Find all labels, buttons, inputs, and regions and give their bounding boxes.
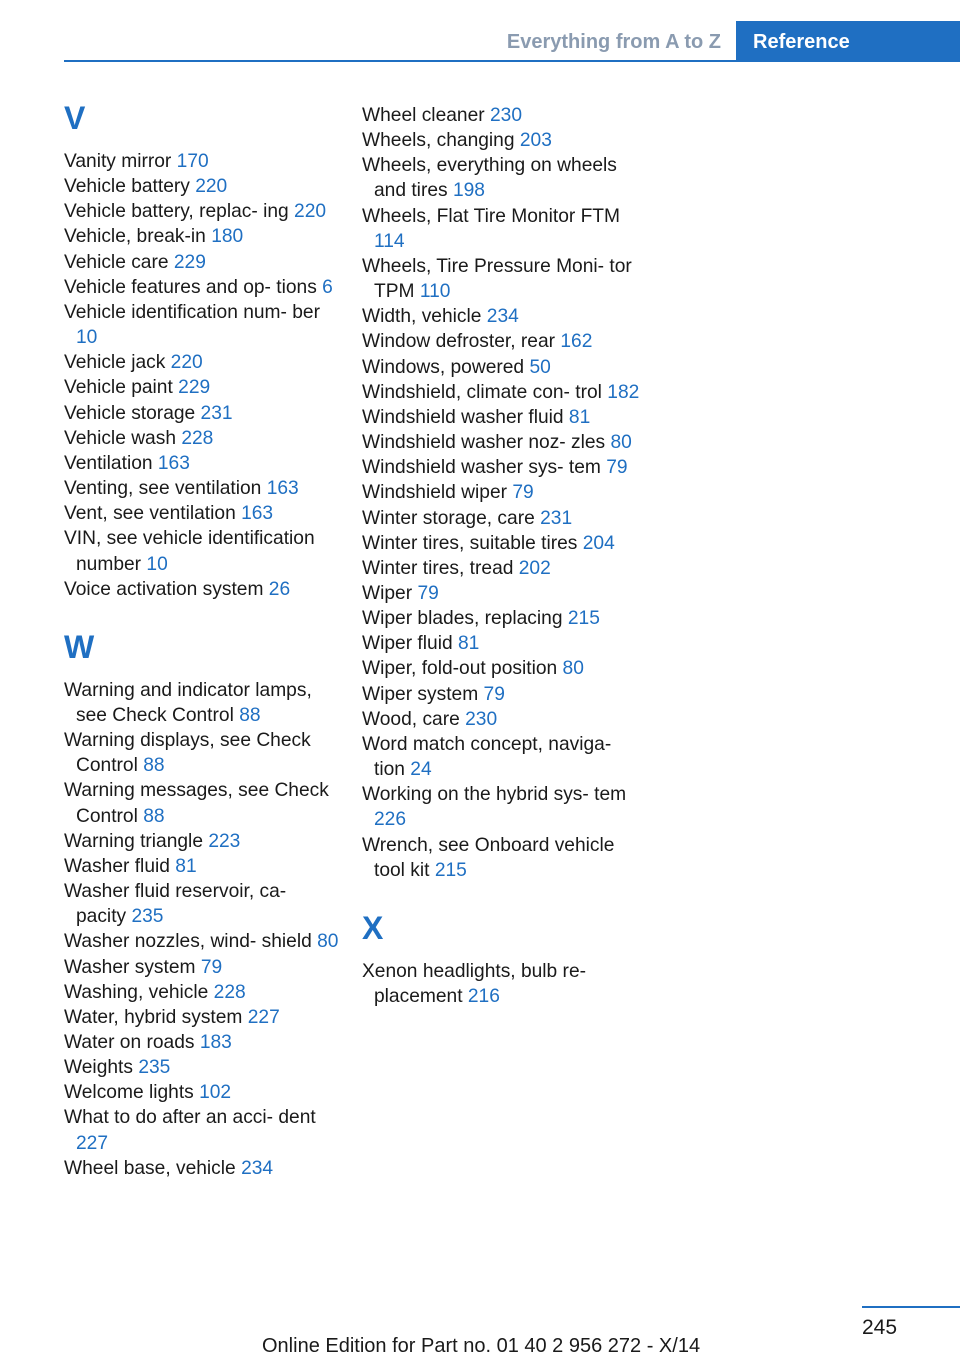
index-entry-text: Wheels, changing xyxy=(362,130,515,152)
index-entry xyxy=(362,355,642,380)
index-entry-text: Washer fluid xyxy=(64,855,170,877)
index-entry xyxy=(64,980,339,1005)
index-entry xyxy=(362,707,642,732)
page-reference-link[interactable]: 235 xyxy=(138,1057,171,1079)
index-entry-text: Windshield washer fluid xyxy=(362,406,564,428)
index-letter-heading: X xyxy=(362,909,384,946)
index-entry-text: Weights xyxy=(64,1057,133,1079)
page-reference-link[interactable]: 81 xyxy=(457,633,480,655)
index-entry-text: Wheels, Tire Pressure Moni‐ tor TPM xyxy=(362,255,632,303)
page-reference-link[interactable]: 229 xyxy=(178,377,211,399)
index-entry xyxy=(362,380,642,405)
index-entry-text: Vehicle care xyxy=(64,251,169,273)
index-entry xyxy=(64,300,339,350)
page-reference-link[interactable]: 10 xyxy=(146,553,168,575)
index-entry-text: Word match concept, naviga‐ tion xyxy=(362,733,612,781)
index-entry xyxy=(64,1156,339,1181)
index-entry-text: Working on the hybrid sys‐ tem xyxy=(362,784,627,806)
page-reference-link[interactable]: 163 xyxy=(241,503,274,525)
index-entry xyxy=(362,153,642,203)
index-entry-text: Windshield washer sys‐ tem xyxy=(362,457,601,479)
index-entry-text: Vehicle battery, replac‐ ing xyxy=(64,201,289,223)
index-column-left xyxy=(64,100,339,1181)
page-reference-link[interactable]: 88 xyxy=(239,704,261,726)
index-entry-text: Winter tires, suitable tires xyxy=(362,532,578,554)
index-entry xyxy=(64,526,339,576)
index-entry-text: Vehicle battery xyxy=(64,176,190,198)
page-reference-link[interactable]: 227 xyxy=(247,1006,280,1028)
index-entry xyxy=(64,501,339,526)
index-entry-text: Vehicle paint xyxy=(64,377,173,399)
page-reference-link[interactable]: 227 xyxy=(76,1132,109,1154)
index-entry-text: Xenon headlights, bulb re‐ placement xyxy=(362,960,587,1007)
page-reference-link[interactable]: 80 xyxy=(317,931,339,953)
index-entry-text: Windshield washer noz‐ zles xyxy=(362,432,606,454)
index-letter-heading: W xyxy=(64,628,95,665)
page-reference-link[interactable]: 202 xyxy=(518,557,551,579)
index-group xyxy=(64,628,339,1181)
index-entry-text: Vent, see ventilation xyxy=(64,503,236,525)
index-entry xyxy=(64,250,339,275)
page-reference-link[interactable]: 231 xyxy=(200,402,233,424)
page-reference-link[interactable]: 228 xyxy=(181,427,214,449)
index-entry xyxy=(64,401,339,426)
page-reference-link[interactable]: 24 xyxy=(410,759,432,781)
index-entry xyxy=(362,430,642,455)
index-entry xyxy=(362,631,642,656)
index-entry-text: Washer system xyxy=(64,956,196,978)
index-entry xyxy=(362,405,642,430)
index-entry-text: Ventilation xyxy=(64,452,153,474)
index-entry-text: Wheel base, vehicle xyxy=(64,1157,236,1179)
index-entry xyxy=(64,929,339,954)
page-reference-link[interactable]: 235 xyxy=(131,906,164,928)
page-reference-link[interactable]: 163 xyxy=(266,478,299,500)
index-entry xyxy=(64,829,339,854)
index-entry xyxy=(64,1005,339,1030)
index-entry-text: Warning and indicator lamps, see Check Control xyxy=(64,679,312,726)
index-entry xyxy=(64,275,339,300)
index-entry xyxy=(64,375,339,400)
index-entry xyxy=(64,426,339,451)
header-reference-tab[interactable]: Reference xyxy=(736,21,960,62)
index-entry xyxy=(362,204,642,254)
page-reference-link[interactable]: 220 xyxy=(294,201,327,223)
index-entry xyxy=(362,103,642,128)
index-entry-text: Wiper blades, replacing xyxy=(362,608,563,630)
index-entry xyxy=(64,199,339,224)
page-reference-link[interactable]: 88 xyxy=(143,805,165,827)
header-section-title: Everything from A to Z xyxy=(506,31,721,53)
index-entry xyxy=(362,656,642,681)
index-entry-text: Wiper system xyxy=(362,683,479,705)
page-reference-link[interactable]: 226 xyxy=(374,809,407,831)
index-entry xyxy=(64,955,339,980)
header-rule xyxy=(64,60,960,62)
page-reference-link[interactable]: 228 xyxy=(213,981,246,1003)
index-entry-text: VIN, see vehicle identification number xyxy=(64,528,315,575)
index-entry xyxy=(362,304,642,329)
index-entry-text: Welcome lights xyxy=(64,1082,194,1104)
page-reference-link[interactable]: 183 xyxy=(199,1032,232,1053)
index-entry-text: Wiper, fold-out position xyxy=(362,658,558,680)
index-entry-text: Windshield wiper xyxy=(362,482,508,504)
index-entry xyxy=(362,556,642,581)
index-entry xyxy=(64,778,339,828)
index-entry xyxy=(362,455,642,480)
page-reference-link[interactable]: 216 xyxy=(467,986,500,1007)
index-entry-text: Warning triangle xyxy=(64,830,203,852)
page-reference-link[interactable]: 79 xyxy=(512,482,534,504)
index-group xyxy=(362,103,642,883)
index-entry xyxy=(362,480,642,505)
index-entry-text: Width, vehicle xyxy=(362,306,482,328)
page-reference-link[interactable]: 234 xyxy=(486,306,519,328)
page-reference-link[interactable]: 81 xyxy=(175,855,197,877)
page-reference-link[interactable]: 79 xyxy=(417,582,439,604)
page-reference-link[interactable]: 230 xyxy=(465,708,498,730)
page-reference-link[interactable]: 80 xyxy=(562,658,584,680)
index-entry-text: Venting, see ventilation xyxy=(64,478,262,500)
page-reference-link[interactable]: 163 xyxy=(157,452,190,474)
index-entry-text: Warning messages, see Check Control xyxy=(64,780,329,827)
index-entry-text: Vehicle, break-in xyxy=(64,226,206,248)
page-reference-link[interactable]: 231 xyxy=(540,507,573,529)
page-reference-link[interactable]: 110 xyxy=(419,281,451,303)
index-entry xyxy=(64,854,339,879)
index-entry xyxy=(362,531,642,556)
index-entry-text: Wheels, Flat Tire Monitor FTM xyxy=(362,205,621,227)
page-reference-link[interactable]: 234 xyxy=(241,1157,274,1179)
index-group xyxy=(64,99,339,602)
index-entry-text: Wood, care xyxy=(362,708,460,730)
index-entry-text: Window defroster, rear xyxy=(362,331,556,353)
index-entry xyxy=(362,128,642,153)
index-entry xyxy=(64,174,339,199)
index-entry-text: Vehicle jack xyxy=(64,352,166,374)
index-entry xyxy=(64,149,339,174)
page-reference-link[interactable]: 114 xyxy=(374,230,405,252)
index-letter-heading: V xyxy=(64,100,86,136)
index-entry-text: Winter storage, care xyxy=(362,507,535,529)
footer-rule xyxy=(862,1306,960,1308)
index-entry xyxy=(64,1105,339,1155)
page-reference-link[interactable]: 79 xyxy=(483,683,505,705)
page-reference-link[interactable]: 215 xyxy=(434,859,467,881)
index-entry xyxy=(362,833,642,883)
index-entry xyxy=(64,879,339,929)
page-reference-link[interactable]: 203 xyxy=(519,130,552,152)
index-entry-text: Water on roads xyxy=(64,1032,195,1053)
index-entry xyxy=(362,682,642,707)
page-reference-link[interactable]: 220 xyxy=(195,176,228,198)
index-entry xyxy=(362,606,642,631)
index-entry xyxy=(64,224,339,249)
page-reference-link[interactable]: 223 xyxy=(208,830,241,852)
index-entry-text: Vehicle identification num‐ ber xyxy=(64,301,320,323)
page-reference-link[interactable]: 102 xyxy=(199,1082,232,1104)
index-entry-text: Washer fluid reservoir, ca‐ pacity xyxy=(64,881,287,928)
page-reference-link[interactable]: 162 xyxy=(560,331,593,353)
index-entry-text: Washer nozzles, wind‐ shield xyxy=(64,931,312,953)
index-entry xyxy=(64,1080,339,1105)
index-entry-text: Winter tires, tread xyxy=(362,557,514,579)
index-entry xyxy=(362,506,642,531)
index-entry-text: Washing, vehicle xyxy=(64,981,209,1003)
index-entry xyxy=(362,732,642,782)
index-entry-text: Warning displays, see Check Control xyxy=(64,730,311,777)
page-reference-link[interactable]: 26 xyxy=(268,578,291,600)
index-entry-text: Wheels, everything on wheels and tires xyxy=(362,155,617,202)
index-entry-text: Voice activation system xyxy=(64,578,264,600)
index-entry xyxy=(64,451,339,476)
index-entry xyxy=(362,581,642,606)
index-entry xyxy=(362,782,642,832)
page-reference-link[interactable]: 198 xyxy=(452,180,485,202)
page-reference-link[interactable]: 50 xyxy=(529,356,551,378)
edition-note: Online Edition for Part no. 01 40 2 956 272 - X/14 xyxy=(262,1335,701,1357)
index-entry-text: Wiper xyxy=(362,582,413,604)
index-entry-text: Vehicle wash xyxy=(64,427,176,449)
index-column-right xyxy=(362,103,642,1009)
index-entry-text: Vanity mirror xyxy=(64,151,172,172)
page-reference-link[interactable]: 170 xyxy=(176,151,209,172)
index-entry xyxy=(64,1030,339,1055)
page-reference-link[interactable]: 215 xyxy=(567,608,600,630)
index-entry xyxy=(362,959,642,1009)
index-entry xyxy=(362,329,642,354)
index-entry xyxy=(64,577,339,602)
index-entry-text: Water, hybrid system xyxy=(64,1006,243,1028)
index-entry-text: Wiper fluid xyxy=(362,633,453,655)
page-reference-link[interactable]: 182 xyxy=(607,381,640,403)
page-reference-link[interactable]: 220 xyxy=(170,352,203,374)
page-reference-link[interactable]: 80 xyxy=(610,432,632,454)
page-reference-link[interactable]: 180 xyxy=(211,226,244,248)
index-entry xyxy=(64,1055,339,1080)
page-reference-link[interactable]: 204 xyxy=(582,532,615,554)
page-reference-link[interactable]: 81 xyxy=(568,406,591,428)
index-entry-text: Wrench, see Onboard vehicle tool kit xyxy=(362,834,615,881)
index-entry xyxy=(64,678,339,728)
index-entry xyxy=(64,728,339,778)
index-entry xyxy=(64,476,339,501)
page-number: 245 xyxy=(862,1316,898,1339)
page-reference-link[interactable]: 79 xyxy=(606,457,628,479)
index-group xyxy=(362,909,642,1009)
page-reference-link[interactable]: 6 xyxy=(322,276,333,298)
page-reference-link[interactable]: 79 xyxy=(200,956,223,978)
index-entry-text: Windows, powered xyxy=(362,356,525,378)
page-reference-link[interactable]: 88 xyxy=(143,755,165,777)
page-reference-link[interactable]: 229 xyxy=(173,251,206,273)
index-entry-text: Vehicle storage xyxy=(64,402,196,424)
page-reference-link[interactable]: 230 xyxy=(490,105,523,126)
index-entry-text: What to do after an acci‐ dent xyxy=(64,1107,316,1129)
index-entry-text: Vehicle features and op‐ tions xyxy=(64,276,317,298)
index-entry-text: Wheel cleaner xyxy=(362,105,485,126)
page-reference-link[interactable]: 10 xyxy=(76,327,98,349)
index-entry xyxy=(362,254,642,304)
index-entry xyxy=(64,350,339,375)
index-entry-text: Windshield, climate con‐ trol xyxy=(362,381,602,403)
